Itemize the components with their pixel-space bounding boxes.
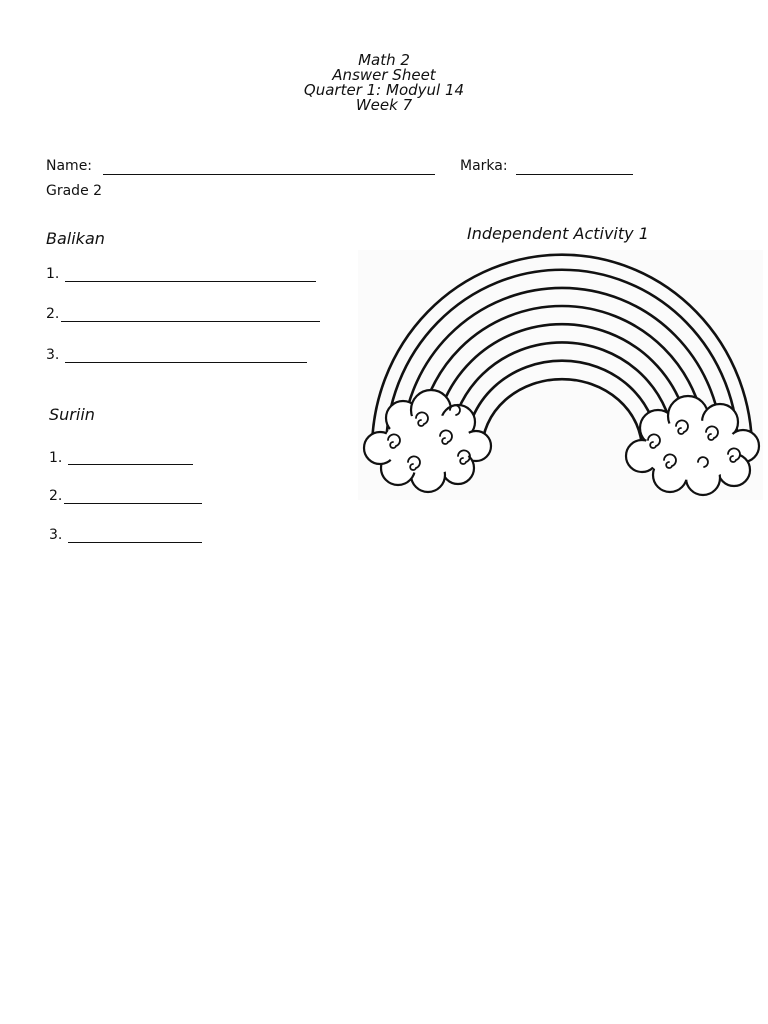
balikan-answer-line-2[interactable] bbox=[61, 321, 320, 322]
balikan-item-number: 3. bbox=[46, 347, 60, 363]
grade-label: Grade 2 bbox=[46, 183, 103, 199]
suriin-answer-line-3[interactable] bbox=[68, 542, 202, 543]
suriin-answer-line-1[interactable] bbox=[68, 464, 193, 465]
suriin-item-number: 1. bbox=[49, 450, 63, 466]
sheet-header bbox=[0, 53, 768, 113]
suriin-answer-line-2[interactable] bbox=[64, 503, 202, 504]
name-label: Name: bbox=[46, 158, 93, 174]
name-field[interactable] bbox=[103, 174, 435, 175]
suriin-title: Suriin bbox=[49, 405, 95, 424]
suriin-item-number: 2. bbox=[49, 488, 63, 504]
rainbow-with-clouds-icon bbox=[358, 250, 763, 500]
week-title: Week 7 bbox=[355, 96, 413, 114]
balikan-title: Balikan bbox=[46, 229, 105, 248]
balikan-item-number: 2. bbox=[46, 306, 60, 322]
balikan-answer-line-1[interactable] bbox=[65, 281, 316, 282]
suriin-item-number: 3. bbox=[49, 527, 63, 543]
marka-field[interactable] bbox=[516, 174, 633, 175]
marka-label: Marka: bbox=[460, 158, 508, 174]
subject-title: Math 2 bbox=[358, 51, 410, 69]
quarter-title: Quarter 1: Modyul 14 bbox=[303, 81, 465, 99]
balikan-answer-line-3[interactable] bbox=[65, 362, 307, 363]
sheet-title: Answer Sheet bbox=[332, 66, 436, 84]
balikan-item-number: 1. bbox=[46, 266, 60, 282]
activity-title: Independent Activity 1 bbox=[467, 224, 649, 243]
